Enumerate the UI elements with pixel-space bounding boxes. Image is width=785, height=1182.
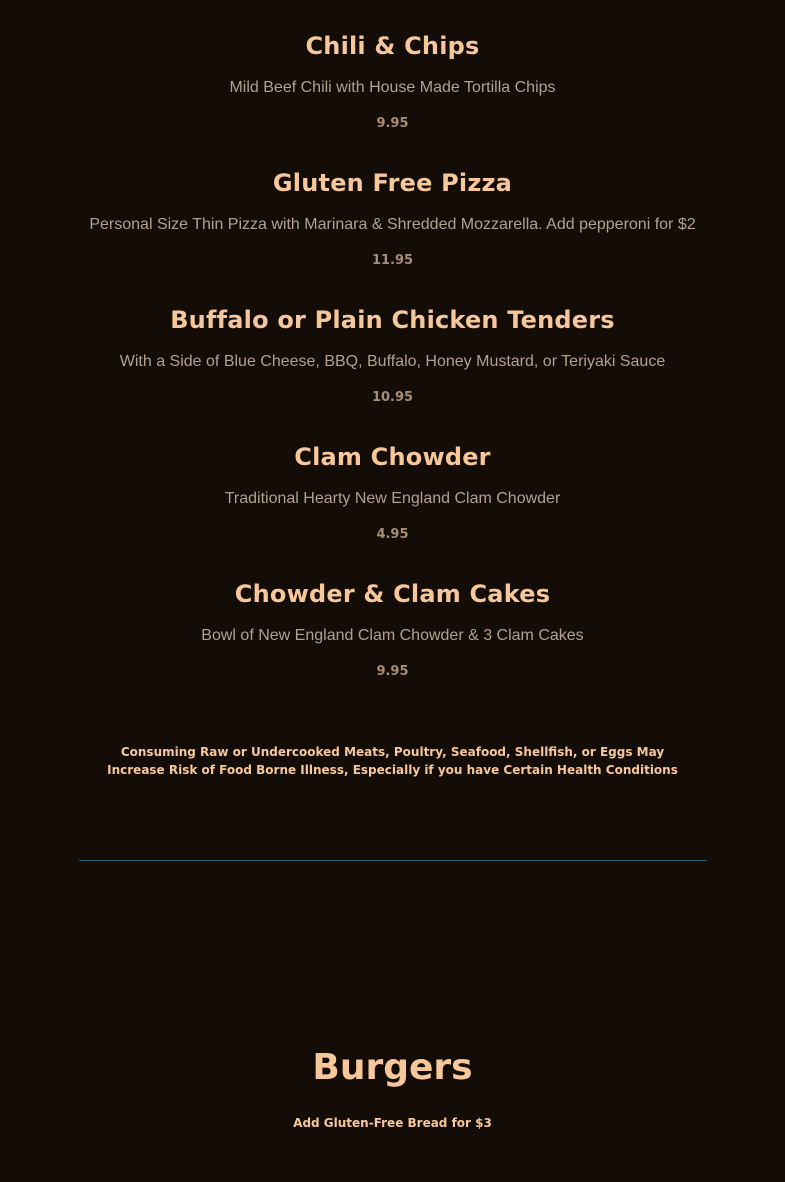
health-disclaimer: Consuming Raw or Undercooked Meats, Poultry, Seafood, Shellfish, or Eggs May Increase Risk of Food Borne Illness, Especially if you have Certain Health Conditions [107, 745, 678, 777]
item-name: Gluten Free Pizza [272, 169, 513, 197]
item-name: Chili & Chips [305, 32, 480, 60]
item-name: Buffalo or Plain Chicken Tenders [170, 306, 615, 334]
item-description: Bowl of New England Clam Chowder & 3 Clam Cakes [201, 627, 584, 644]
item-description: Mild Beef Chili with House Made Tortilla Chips [229, 79, 556, 96]
item-price: 4.95 [376, 527, 409, 542]
item-description: Personal Size Thin Pizza with Marinara & Shredded Mozzarella. Add pepperoni for $2 [89, 216, 696, 233]
item-price: 11.95 [371, 253, 414, 268]
item-description: Traditional Hearty New England Clam Chowder [224, 490, 561, 507]
item-description: With a Side of Blue Cheese, BBQ, Buffalo, Honey Mustard, or Teriyaki Sauce [119, 353, 666, 370]
item-name: Clam Chowder [294, 443, 491, 471]
section-note: Add Gluten-Free Bread for $3 [293, 1116, 492, 1130]
section-title-burgers: Burgers [312, 1047, 473, 1088]
item-price: 10.95 [371, 390, 414, 405]
section-divider [79, 860, 707, 861]
item-price: 9.95 [376, 116, 409, 131]
item-price: 9.95 [376, 664, 409, 679]
item-name: Chowder & Clam Cakes [234, 580, 551, 608]
